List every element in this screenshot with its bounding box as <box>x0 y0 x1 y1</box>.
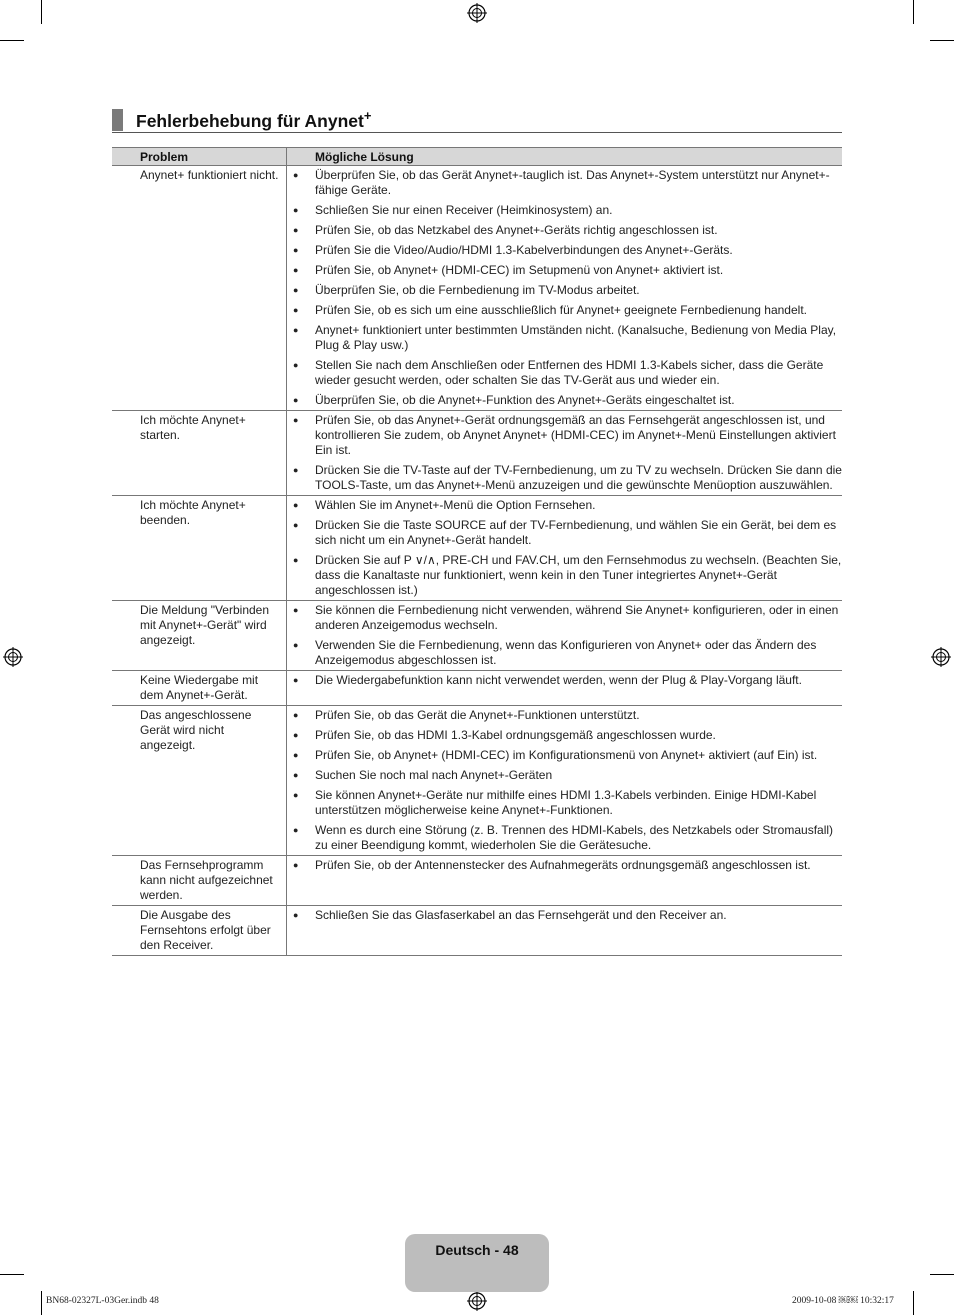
bullet-icon: ● <box>293 730 299 740</box>
solution-item <box>287 638 842 668</box>
table-row <box>112 706 842 856</box>
problem-cell: Ich möchte Anynet+ beenden. <box>112 496 287 601</box>
print-slug-datetime: 2009-10-08 ￼￼ 10:32:17 <box>792 1296 894 1306</box>
troubleshooting-table <box>112 147 842 956</box>
bullet-icon: ● <box>293 500 299 510</box>
bullet-icon: ● <box>293 325 299 335</box>
solution-text: Wenn es durch eine Störung (z. B. Trennen des HDMI-Kabels, des Netzkabels oder Stromausfall) zu einer Beendigung kommt, wiederholen Sie die Gerätesuche. <box>315 823 834 852</box>
solution-item <box>287 203 842 218</box>
solution-text: Überprüfen Sie, ob die Anynet+-Funktion des Anynet+-Geräts eingeschaltet ist. <box>315 393 735 407</box>
solution-text: Überprüfen Sie, ob das Gerät Anynet+-tauglich ist. Das Anynet+-System unterstützt nur Anynet+-fähige Geräte. <box>315 168 830 197</box>
solution-item <box>287 498 842 513</box>
solution-text: Prüfen Sie, ob das Anynet+-Gerät ordnungsgemäß an das Fernsehgerät angeschlossen ist, und kontrollieren Sie zudem, ob Anynet Anynet+ (HDMI-CEC) im Anynet+-Menü Einstellungen aktiviert Ein ist. <box>315 413 836 457</box>
problem-cell: Das Fernsehprogramm kann nicht aufgezeichnet werden. <box>112 856 287 906</box>
table-row <box>112 856 842 906</box>
table-row <box>112 671 842 706</box>
solution-item <box>287 768 842 783</box>
solution-item <box>287 603 842 633</box>
solution-text: Prüfen Sie, ob Anynet+ (HDMI-CEC) im Konfigurationsmenü von Anynet+ aktiviert (auf Ein) ist. <box>315 748 818 762</box>
bullet-icon: ● <box>293 825 299 835</box>
solution-item <box>287 788 842 818</box>
crop-mark <box>41 0 42 24</box>
solution-item <box>287 393 842 408</box>
solution-item <box>287 858 842 873</box>
registration-mark-icon <box>931 647 951 667</box>
solution-cell <box>287 671 843 706</box>
bullet-icon: ● <box>293 465 299 475</box>
solution-item <box>287 263 842 278</box>
page-title: Fehlerbehebung für Anynet+ <box>136 108 372 131</box>
solution-item <box>287 673 842 688</box>
crop-mark <box>913 0 914 24</box>
solution-text: Prüfen Sie, ob das Netzkabel des Anynet+-Geräts richtig angeschlossen ist. <box>315 223 718 237</box>
bullet-icon: ● <box>293 710 299 720</box>
column-header-solution: Mögliche Lösung <box>287 148 843 166</box>
bullet-icon: ● <box>293 245 299 255</box>
solution-item <box>287 518 842 548</box>
solution-item <box>287 908 842 923</box>
solution-text: Drücken Sie die TV-Taste auf der TV-Fernbedienung, um zu TV zu wechseln. Drücken Sie dann die TOOLS-Taste, um das Anynet+-Menü anzuzeigen und die gewünschte Menüoption auszuwählen. <box>315 463 842 492</box>
bullet-icon: ● <box>293 770 299 780</box>
solution-text: Überprüfen Sie, ob die Fernbedienung im TV-Modus arbeitet. <box>315 283 640 297</box>
page-number: Deutsch - 48 <box>435 1242 519 1258</box>
table-row <box>112 166 842 411</box>
solution-text: Sie können Anynet+-Geräte nur mithilfe eines HDMI 1.3-Kabels verbinden. Einige HDMI-Kabel unterstützen möglicherweise keine Anynet+-Funktionen. <box>315 788 817 817</box>
crop-mark <box>913 1291 914 1315</box>
solution-text: Drücken Sie die Taste SOURCE auf der TV-Fernbedienung, und wählen Sie ein Gerät, bei dem es sich nicht um ein Anynet+-Gerät handelt. <box>315 518 837 547</box>
solution-cell <box>287 706 843 856</box>
problem-cell: Die Ausgabe des Fernsehtons erfolgt über den Receiver. <box>112 906 287 956</box>
solution-item <box>287 323 842 353</box>
solution-text: Stellen Sie nach dem Anschließen oder Entfernen des HDMI 1.3-Kabels sicher, dass die Geräte wieder gesucht werden, oder schalten Sie das TV-Gerät aus und wieder ein. <box>315 358 824 387</box>
table-header-row <box>112 148 842 166</box>
solution-item <box>287 413 842 458</box>
crop-mark <box>930 40 954 41</box>
bullet-icon: ● <box>293 640 299 650</box>
solution-text: Schließen Sie nur einen Receiver (Heimkinosystem) an. <box>315 203 613 217</box>
solution-item <box>287 243 842 258</box>
bullet-icon: ● <box>293 860 299 870</box>
solution-text: Die Wiedergabefunktion kann nicht verwendet werden, wenn der Plug & Play-Vorgang läuft. <box>315 673 802 687</box>
solution-text: Suchen Sie noch mal nach Anynet+-Geräten <box>315 768 553 782</box>
table-row <box>112 411 842 496</box>
problem-cell: Anynet+ funktioniert nicht. <box>112 166 287 411</box>
crop-mark <box>0 1274 24 1275</box>
problem-cell: Ich möchte Anynet+ starten. <box>112 411 287 496</box>
registration-mark-icon <box>467 3 487 23</box>
solution-text: Anynet+ funktioniert unter bestimmten Umständen nicht. (Kanalsuche, Bedienung von Media Play, Plug & Play usw.) <box>315 323 837 352</box>
bullet-icon: ● <box>293 555 299 565</box>
table-row <box>112 496 842 601</box>
bullet-icon: ● <box>293 675 299 685</box>
solution-text: Prüfen Sie, ob der Antennenstecker des Aufnahmegeräts ordnungsgemäß angeschlossen ist. <box>315 858 811 872</box>
bullet-icon: ● <box>293 415 299 425</box>
solution-item <box>287 823 842 853</box>
solution-item <box>287 223 842 238</box>
solution-text: Prüfen Sie die Video/Audio/HDMI 1.3-Kabelverbindungen des Anynet+-Geräts. <box>315 243 733 257</box>
bullet-icon: ● <box>293 520 299 530</box>
solution-item <box>287 358 842 388</box>
solution-item <box>287 463 842 493</box>
solution-text: Prüfen Sie, ob Anynet+ (HDMI-CEC) im Setupmenü von Anynet+ aktiviert ist. <box>315 263 724 277</box>
table-row <box>112 601 842 671</box>
solution-item <box>287 708 842 723</box>
title-accent-bar <box>112 109 123 131</box>
section-title <box>112 108 842 133</box>
bullet-icon: ● <box>293 225 299 235</box>
bullet-icon: ● <box>293 750 299 760</box>
bullet-icon: ● <box>293 910 299 920</box>
solution-item <box>287 303 842 318</box>
solution-item <box>287 728 842 743</box>
solution-item <box>287 168 842 198</box>
print-slug-file: BN68-02327L-03Ger.indb 48 <box>46 1296 159 1306</box>
solution-cell <box>287 906 843 956</box>
solution-text: Drücken Sie auf P ∨/∧, PRE-CH und FAV.CH, um den Fernsehmodus zu wechseln. (Beachten Sie, dass die Kanaltaste nur funktioniert, wenn kein in den Tuner integriertes Anynet+-Gerät angeschlossen ist.) <box>315 553 842 597</box>
bullet-icon: ● <box>293 360 299 370</box>
registration-mark-icon <box>467 1291 487 1311</box>
solution-text: Prüfen Sie, ob das Gerät die Anynet+-Funktionen unterstützt. <box>315 708 640 722</box>
column-header-problem: Problem <box>112 148 287 166</box>
crop-mark <box>0 40 24 41</box>
crop-mark <box>41 1291 42 1315</box>
problem-cell: Keine Wiedergabe mit dem Anynet+-Gerät. <box>112 671 287 706</box>
bullet-icon: ● <box>293 170 299 180</box>
bullet-icon: ● <box>293 395 299 405</box>
solution-cell <box>287 496 843 601</box>
registration-mark-icon <box>3 647 23 667</box>
crop-mark <box>930 1274 954 1275</box>
solution-item <box>287 748 842 763</box>
solution-text: Prüfen Sie, ob es sich um eine ausschließlich für Anynet+ geeignete Fernbedienung handelt. <box>315 303 807 317</box>
solution-item <box>287 553 842 598</box>
solution-text: Verwenden Sie die Fernbedienung, wenn das Konfigurieren von Anynet+ oder das Ändern des Anzeigemodus abgeschlossen ist. <box>315 638 817 667</box>
table-row <box>112 906 842 956</box>
solution-cell <box>287 166 843 411</box>
solution-text: Prüfen Sie, ob das HDMI 1.3-Kabel ordnungsgemäß angeschlossen wurde. <box>315 728 716 742</box>
solution-item <box>287 283 842 298</box>
bullet-icon: ● <box>293 285 299 295</box>
bullet-icon: ● <box>293 265 299 275</box>
bullet-icon: ● <box>293 790 299 800</box>
solution-cell <box>287 411 843 496</box>
problem-cell: Das angeschlossene Gerät wird nicht angezeigt. <box>112 706 287 856</box>
solution-cell <box>287 856 843 906</box>
solution-cell <box>287 601 843 671</box>
solution-text: Schließen Sie das Glasfaserkabel an das Fernsehgerät und den Receiver an. <box>315 908 727 922</box>
page-number-tab <box>405 1234 549 1292</box>
solution-text: Sie können die Fernbedienung nicht verwenden, während Sie Anynet+ konfigurieren, oder in einen anderen Anzeigemodus wechseln. <box>315 603 839 632</box>
solution-text: Wählen Sie im Anynet+-Menü die Option Fernsehen. <box>315 498 596 512</box>
problem-cell: Die Meldung "Verbinden mit Anynet+-Gerät" wird angezeigt. <box>112 601 287 671</box>
bullet-icon: ● <box>293 305 299 315</box>
bullet-icon: ● <box>293 205 299 215</box>
bullet-icon: ● <box>293 605 299 615</box>
